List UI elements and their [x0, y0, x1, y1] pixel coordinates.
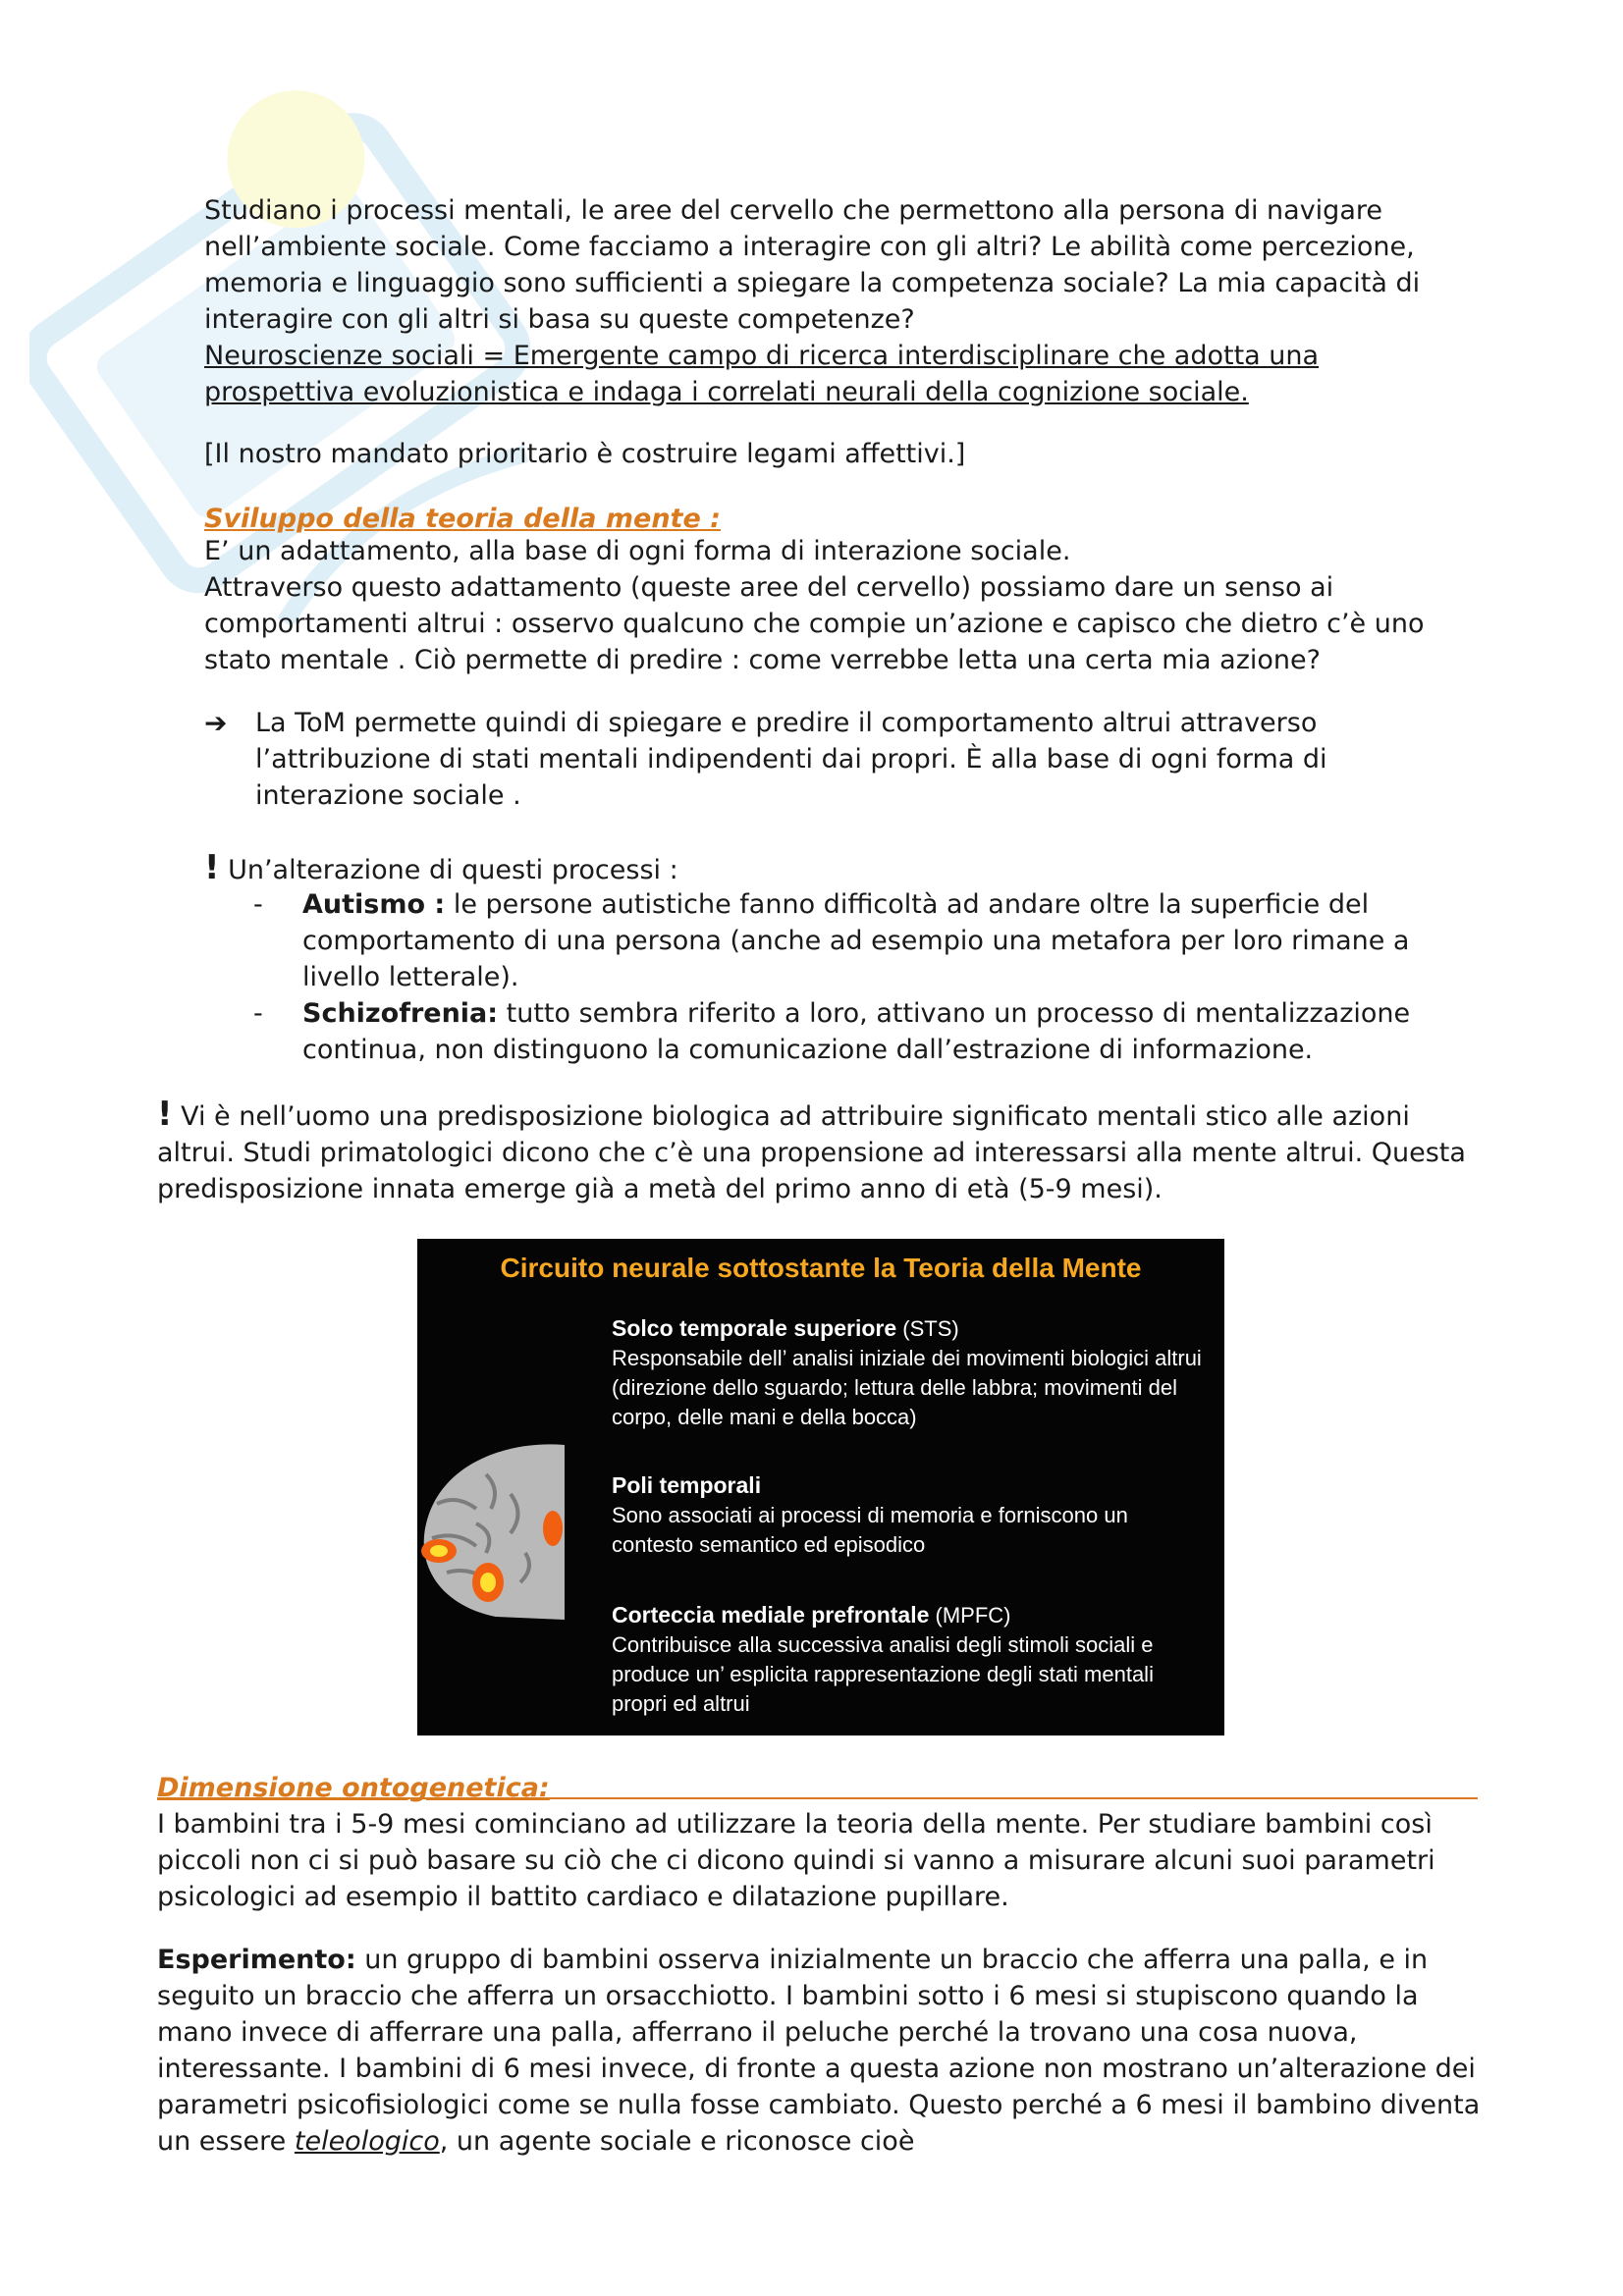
- alteration-intro: [204, 850, 1481, 888]
- schizophrenia-text: tutto sembra riferito a loro, attivano un processo di mentalizzazione continua, non distinguono la comunicazione dall’estrazione di informazione.: [302, 998, 1411, 1065]
- exclamation-icon: !: [204, 848, 220, 887]
- teleological-term: teleologico: [294, 2126, 440, 2157]
- priority-note: [Il nostro mandato prioritario è costruire legami affettivi.]: [204, 439, 966, 469]
- experiment-text-end: , un agente sociale e riconosce cioè: [439, 2126, 915, 2157]
- list-item: [204, 995, 1481, 1068]
- figure-section-mpfc: [612, 1600, 1211, 1719]
- predisposition-text: Vi è nell’uomo una predisposizione biologica ad attribuire significato mentali stico alle azioni altrui. Studi primatologici dicono che c’è una propensione ad interessarsi alla mente altrui. Questa predisposizione innata emerge già a metà del primo anno di età (5-9 mesi).: [157, 1101, 1466, 1204]
- schizophrenia-item: [302, 995, 1481, 1068]
- alteration-intro-text: Un’alterazione di questi processi :: [219, 855, 678, 885]
- sts-description: Responsabile dell’ analisi iniziale dei movimenti biologici altrui (direzione dello sguardo; lettura delle labbra; movimenti del corpo, delle mani e della bocca): [612, 1346, 1202, 1429]
- autism-item: [302, 886, 1481, 995]
- mpfc-heading: Corteccia mediale prefrontale: [612, 1602, 930, 1628]
- list-dash: -: [253, 998, 263, 1029]
- figure-title: Circuito neurale sottostante la Teoria della Mente: [500, 1253, 1142, 1283]
- arrow-right-icon: ➔: [204, 707, 228, 739]
- sts-heading: Solco temporale superiore: [612, 1315, 897, 1341]
- tom-arrow-text: La ToM permette quindi di spiegare e predire il comportamento altrui attraverso l’attribuzione di stati mentali indipendenti dai propri. È alla base di ogni forma di interazione sociale .: [255, 708, 1327, 811]
- sts-abbr: (STS): [896, 1316, 959, 1341]
- social-neuroscience-definition: Neuroscienze sociali = Emergente campo di ricerca interdisciplinare che adotta una prospettiva evoluzionistica e indaga i correlati neurali della cognizione sociale.: [204, 341, 1320, 407]
- experiment-label: Esperimento:: [157, 1945, 356, 1975]
- experiment-text: un gruppo di bambini osserva inizialmente un braccio che afferra una palla, e in seguito un braccio che afferra un orsacchiotto. I bambini sotto i 6 mesi si stupiscono quando la mano invece di afferrare una palla, afferrano il peluche perché la trovano una cosa nuova, interessante. I bambini di 6 mesi invece, di fronte a questa azione non mostrano un’alterazione dei parametri psicofisiologici come se nulla fosse cambiato. Questo perché a 6 mesi il bambino diventa un essere: [157, 1945, 1481, 2157]
- autism-term: Autismo :: [302, 889, 446, 920]
- tom-adaptation-line: E’ un adattamento, alla base di ogni forma di interazione sociale.: [204, 536, 1071, 566]
- tom-arrow-point: [204, 705, 1481, 818]
- schizophrenia-term: Schizofrenia:: [302, 998, 499, 1029]
- list-item: [204, 886, 1481, 995]
- mpfc-abbr: (MPFC): [929, 1603, 1011, 1628]
- list-dash: -: [253, 889, 263, 920]
- heading-rule: [157, 1797, 1478, 1799]
- temporal-poles-heading: Poli temporali: [612, 1472, 762, 1498]
- mpfc-description: Contribuisce alla successiva analisi degli stimoli sociali e produce un’ esplicita rappresentazione degli stati mentali propri ed altrui: [612, 1632, 1154, 1716]
- autism-text: le persone autistiche fanno difficoltà ad andare oltre la superficie del comportamento di una persona (anche ad esempio una metafora per loro rimane a livello letterale).: [302, 889, 1410, 992]
- tom-development-heading: Sviluppo della teoria della mente :: [204, 504, 721, 534]
- intro-paragraph: Studiano i processi mentali, le aree del cervello che permettono alla persona di navigare nell’ambiente sociale. Come facciamo a interagire con gli altri? Le abilità come percezione, memoria e linguaggio sono sufficienti a spiegare la competenza sociale? La mia capacità di interagire con gli altri si basa su queste competenze?: [204, 195, 1421, 335]
- tom-adaptation-paragraph: Attraverso questo adattamento (queste aree del cervello) possiamo dare un senso ai comportamenti altrui : osservo qualcuno che compie un’azione e capisco che dietro c’è uno stato mentale . Ciò permette di predire : come verrebbe letta una certa mia azione?: [204, 572, 1425, 675]
- temporal-poles-description: Sono associati ai processi di memoria e forniscono un contesto semantico ed episodico: [612, 1503, 1128, 1557]
- brain-icon: [417, 1435, 565, 1622]
- ontogenetic-paragraph: I bambini tra i 5-9 mesi cominciano ad utilizzare la teoria della mente. Per studiare bambini così piccoli non ci si può basare su ciò che ci dicono quindi si vanno a misurare alcuni suoi parametri psicologici ad esempio il battito cardiaco e dilatazione pupillare.: [157, 1809, 1435, 1912]
- predisposition-paragraph: [157, 1096, 1483, 1207]
- experiment-paragraph: [157, 1942, 1483, 2160]
- figure-section-temporal-poles: [612, 1470, 1211, 1560]
- figure-section-sts: [612, 1313, 1211, 1432]
- ontogenetic-heading: Dimensione ontogenetica:: [157, 1773, 550, 1803]
- tom-neural-circuit-figure: [417, 1239, 1224, 1735]
- exclamation-icon: !: [157, 1095, 173, 1134]
